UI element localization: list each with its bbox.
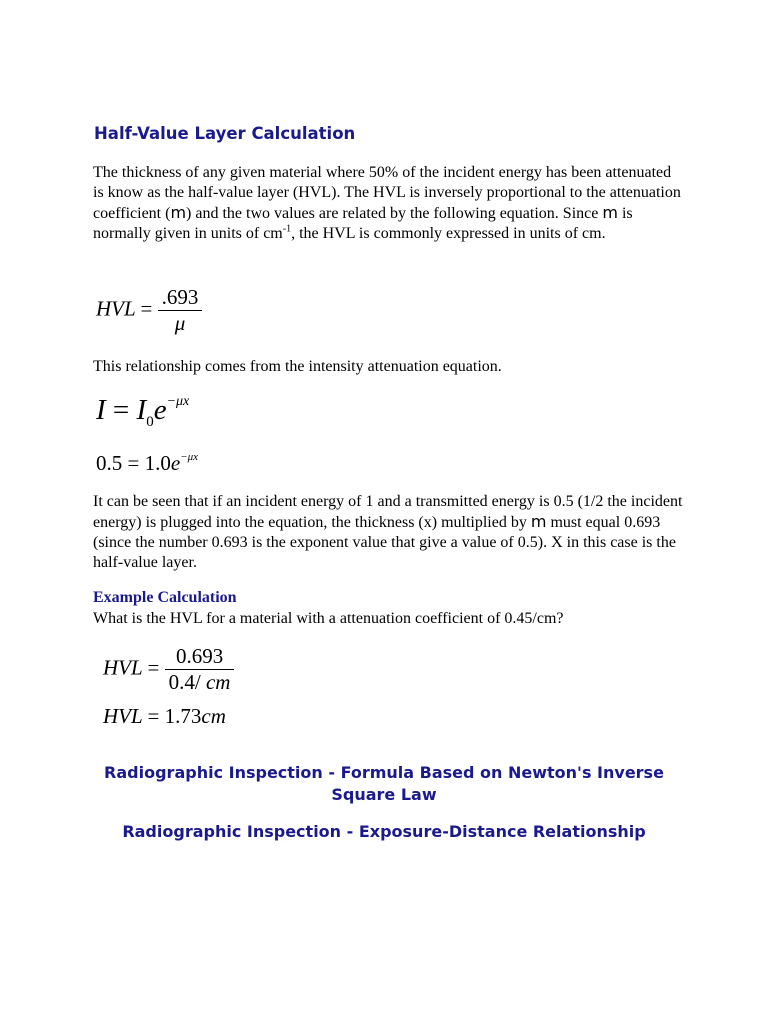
eq-numerator: 0.693: [175, 644, 224, 668]
intensity-equation: [96, 394, 189, 431]
example-equation: [103, 644, 234, 695]
eq-equals: =: [140, 296, 153, 321]
half-intensity-equation: [96, 451, 198, 476]
eq-i0-subscript: 0: [146, 413, 154, 430]
eq-lhs: 0.5: [96, 451, 123, 475]
eq-e: e: [153, 394, 167, 426]
explain-text-1: It can be seen that if an incident energy of 1 and a transmitted energy is 0.5 (1/2 the incident energy) is plugged into the equation, the thickness (x) multiplied by: [93, 493, 683, 531]
intro-text-3: is normally given in units of cm: [93, 205, 633, 242]
hvl-equation: [96, 285, 202, 336]
mu-symbol: m: [602, 203, 618, 222]
exposure-distance-link[interactable]: Radiographic Inspection - Exposure-Distance Relationship: [122, 822, 646, 841]
eq-fraction: [158, 285, 203, 336]
mu-symbol: m: [170, 203, 187, 222]
eq-lhs: HVL: [103, 655, 143, 680]
inverse-square-law-link[interactable]: Radiographic Inspection - Formula Based on Newton's Inverse Square Law: [104, 763, 664, 804]
intro-text-2: ) and the two values are related by the following equation. Since: [186, 205, 603, 222]
eq-lhs: HVL: [103, 704, 143, 728]
superscript: -1: [282, 223, 292, 235]
eq-equals: =: [147, 655, 160, 680]
example-heading: Example Calculation: [93, 589, 237, 606]
eq-e: e: [170, 451, 181, 475]
eq-equals: =: [112, 394, 130, 426]
page-title: Half-Value Layer Calculation: [94, 124, 356, 143]
example-question: What is the HVL for a material with a attenuation coefficient of 0.45/cm?: [93, 610, 564, 627]
intro-paragraph: [93, 163, 683, 244]
eq-lhs: HVL: [96, 296, 136, 321]
eq-i0: I: [136, 394, 147, 426]
eq-den-value: 0.4: [168, 670, 195, 694]
eq-den-unit: cm: [205, 670, 231, 694]
relationship-text: This relationship comes from the intensity attenuation equation.: [93, 358, 502, 375]
eq-lhs: I: [96, 394, 106, 426]
explanation-paragraph: [93, 492, 683, 573]
eq-equals: =: [127, 451, 140, 475]
eq-denominator: μ: [158, 310, 203, 336]
eq-exponent: −μx: [180, 451, 198, 463]
eq-result-value: 1.73: [164, 704, 202, 728]
eq-rhs: 1.0: [144, 451, 171, 475]
eq-exponent: −μx: [166, 394, 190, 409]
eq-numerator: .693: [161, 285, 199, 309]
result-equation: [103, 704, 226, 729]
intro-text-1: The thickness of any given material where 50% of the incident energy has been attenuated is know as the half-value layer (HVL). The HVL is inversely proportional to the attenuation coefficient (: [93, 164, 681, 222]
eq-denominator: [165, 669, 235, 695]
eq-den-slash: /: [194, 670, 206, 694]
explain-text-2: must equal 0.693 (since the number 0.693 is the exponent value that give a value of 0.5). X in this case is the half-value layer.: [93, 514, 676, 571]
eq-result-unit: cm: [201, 704, 226, 728]
eq-equals: =: [147, 704, 160, 728]
intro-text-4: , the HVL is commonly expressed in units of cm.: [291, 225, 606, 242]
mu-symbol: m: [530, 512, 547, 531]
eq-fraction: [165, 644, 235, 695]
